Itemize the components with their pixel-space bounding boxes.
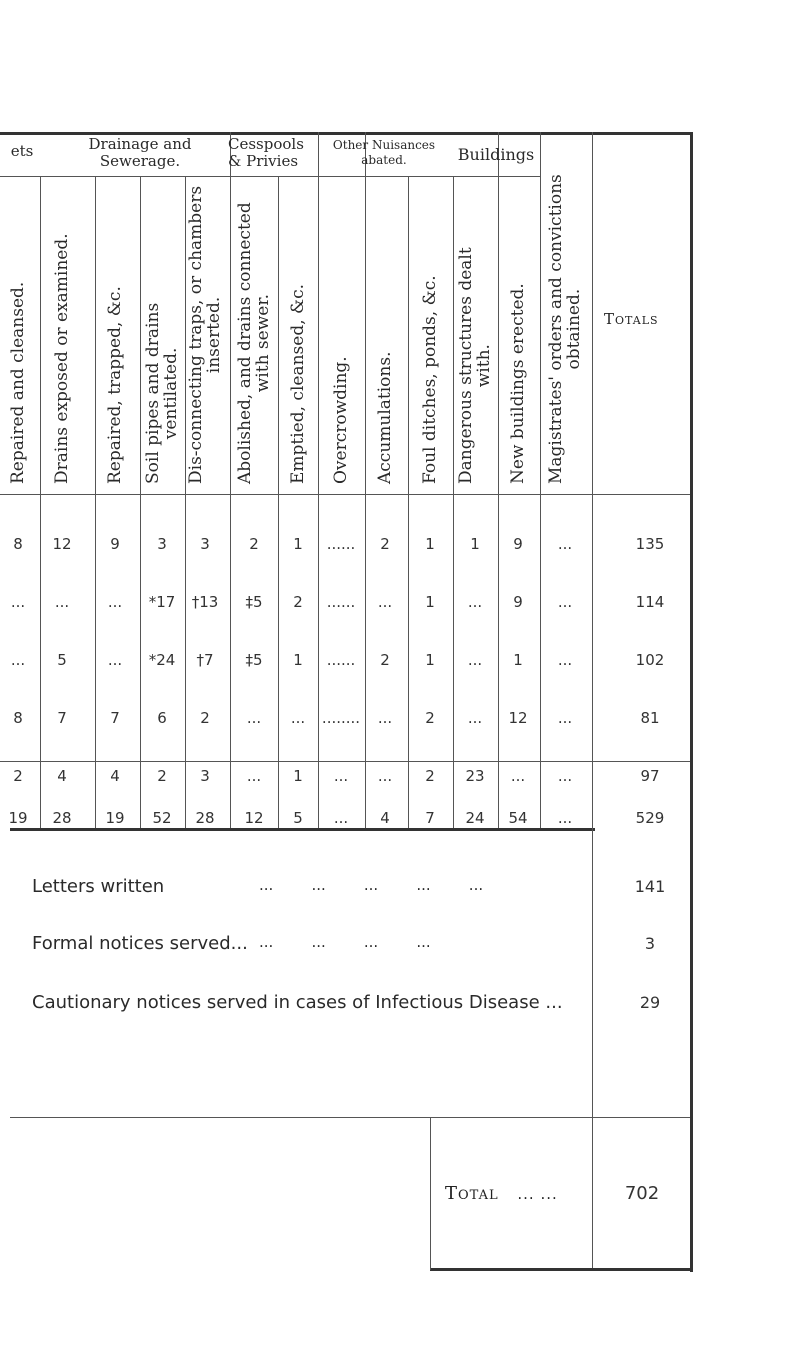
table-row-3-cell: ...	[10, 651, 26, 669]
column-header-line: obtained.	[564, 288, 584, 370]
table-row-4-cell: ...	[557, 709, 573, 727]
column-separator	[278, 176, 279, 828]
column-header-line: Magistrates' orders and convictions	[546, 174, 566, 484]
column-separator	[140, 176, 141, 828]
table-row-3-cell: ‡5	[245, 651, 263, 669]
column-separator	[95, 176, 96, 828]
table-row-4-cell: 7	[57, 709, 67, 727]
header-bottom-rule	[0, 494, 690, 495]
total-row-cell: ...	[557, 809, 573, 827]
group-cesspools-label	[228, 136, 318, 170]
table-row-3-cell: *24	[148, 651, 176, 669]
table-row-4-cell: 7	[110, 709, 120, 727]
table-row-1-cell: 2	[380, 535, 390, 553]
table-row-3-cell: 102	[635, 651, 665, 669]
total-row-cell: 52	[152, 809, 172, 827]
table-row-1-cell: 12	[52, 535, 72, 553]
table-row-5-cell: 4	[57, 767, 67, 785]
table-row-3-cell: ...	[107, 651, 123, 669]
column-header-line: ventilated.	[161, 347, 181, 440]
table-row-4-cell: 2	[200, 709, 210, 727]
group-cesspools-line2: & Privies	[228, 152, 299, 170]
table-row-4-cell: 2	[425, 709, 435, 727]
summary-leader-dots: ... ... ... ... ...	[259, 876, 484, 894]
column-separator	[540, 132, 541, 828]
table-row-5-cell: 4	[110, 767, 120, 785]
column-header-line: Abolished, and drains connected	[235, 202, 255, 484]
table-row-3-cell: ......	[326, 651, 356, 669]
total-row-cell: 4	[380, 809, 390, 827]
column-separator	[40, 176, 41, 828]
table-row-5-cell: 3	[200, 767, 210, 785]
column-header-11	[457, 247, 493, 484]
table-row-3-cell: 1	[293, 651, 303, 669]
column-header-13	[547, 174, 583, 484]
table-row-5-cell: 2	[425, 767, 435, 785]
group-nuisances-label	[318, 138, 450, 168]
total-row-cell: 19	[8, 809, 28, 827]
column-header-4	[144, 303, 180, 484]
table-row-2-cell: ...	[467, 593, 483, 611]
total-row-cell: 24	[465, 809, 485, 827]
table-row-2-cell: 9	[513, 593, 523, 611]
column-separator	[230, 132, 231, 828]
table-row-1-cell: 3	[157, 535, 167, 553]
table-row-1-cell: 1	[425, 535, 435, 553]
table-row-4-cell: 12	[508, 709, 528, 727]
table-bottom-rule	[10, 828, 595, 831]
summary-text: Formal notices served...	[32, 933, 248, 954]
column-header-2	[53, 233, 71, 484]
column-header-line: New buildings erected.	[508, 283, 528, 484]
column-header-10	[421, 275, 439, 484]
column-header-7	[289, 284, 307, 484]
summary-label-2	[32, 933, 431, 954]
table-row-2-cell: †13	[191, 593, 219, 611]
table-row-1-cell: 135	[635, 535, 665, 553]
table-row-5-cell: ...	[333, 767, 349, 785]
grand-total-text: Total	[445, 1183, 499, 1204]
summary-value-1: 141	[634, 877, 666, 896]
table-row-5-cell: 2	[13, 767, 23, 785]
table-row-2-cell: *17	[148, 593, 176, 611]
group-nuisances-line2: abated.	[361, 153, 407, 167]
table-row-3-cell: 5	[57, 651, 67, 669]
table-row-4-cell: 8	[13, 709, 23, 727]
table-row-2-cell: ‡5	[245, 593, 263, 611]
table-row-3-cell: ...	[467, 651, 483, 669]
total-row-cell: 19	[105, 809, 125, 827]
summary-bottom-rule	[10, 1117, 690, 1118]
column-header-12	[509, 283, 527, 484]
table-row-2-cell: ...	[557, 593, 573, 611]
table-row-4-cell: ...	[246, 709, 262, 727]
column-header-line: Drains exposed or examined.	[52, 233, 72, 484]
table-row-2-cell: 114	[635, 593, 665, 611]
table-row-1-cell: 1	[470, 535, 480, 553]
column-header-line: Repaired, trapped, &c.	[105, 286, 125, 484]
summary-leader-dots: ... ... ... ...	[259, 933, 431, 951]
summary-text: Letters written	[32, 876, 165, 897]
table-row-2-cell: ...	[54, 593, 70, 611]
table-row-1-cell: 8	[13, 535, 23, 553]
column-header-9	[376, 352, 394, 485]
table-row-3-cell: 2	[380, 651, 390, 669]
table-row-1-cell: ...	[557, 535, 573, 553]
table-row-5-cell: ...	[510, 767, 526, 785]
total-row-cell: 7	[425, 809, 435, 827]
header-group-rule	[0, 176, 540, 177]
column-header-line: with.	[474, 344, 494, 388]
column-separator	[592, 132, 593, 828]
table-row-4-cell: 6	[157, 709, 167, 727]
table-row-5-cell: ...	[377, 767, 393, 785]
total-row-cell: 54	[508, 809, 528, 827]
summary-value-3: 29	[639, 993, 661, 1012]
total-row-cell: ...	[333, 809, 349, 827]
table-row-3-cell: †7	[196, 651, 214, 669]
group-drainage-line2: Sewerage.	[99, 152, 181, 170]
table-row-1-cell: 9	[110, 535, 120, 553]
table-row-1-cell: 3	[200, 535, 210, 553]
table-row-2-cell: ...	[107, 593, 123, 611]
total-row-cell: 28	[195, 809, 215, 827]
column-header-line: Dangerous structures dealt	[456, 247, 476, 484]
table-row-4-cell: ...	[377, 709, 393, 727]
column-header-8	[332, 356, 350, 484]
total-row-cell: 529	[635, 809, 665, 827]
table-row-2-cell: ...	[377, 593, 393, 611]
table-row-1-cell: 2	[249, 535, 259, 553]
column-header-line: Overcrowding.	[331, 356, 351, 484]
column-separator	[408, 176, 409, 828]
table-row-3-cell: 1	[425, 651, 435, 669]
column-header-3	[106, 286, 124, 484]
column-separator	[453, 176, 454, 828]
group-drainage-label	[55, 136, 225, 170]
table-row-3-cell: 1	[513, 651, 523, 669]
group-nuisances-line1: Other Nuisances	[332, 138, 436, 152]
column-header-5	[187, 186, 223, 484]
grand-total-label	[445, 1183, 558, 1204]
total-box-left	[430, 1118, 431, 1270]
column-header-line: Foul ditches, ponds, &c.	[420, 275, 440, 484]
table-row-4-cell: ...	[290, 709, 306, 727]
table-row-5-cell: ...	[557, 767, 573, 785]
column-header-line: Emptied, cleansed, &c.	[288, 283, 308, 484]
column-header-line: Accumulations.	[375, 351, 395, 484]
table-row-5-cell: 1	[293, 767, 303, 785]
column-header-line: Repaired and cleansed.	[8, 281, 28, 484]
summary-value-2: 3	[644, 934, 656, 953]
totals-upper-rule	[0, 761, 690, 762]
grand-total-value: 702	[624, 1183, 660, 1204]
summary-text: Cautionary notices served in cases of Infectious Disease ...	[32, 992, 563, 1013]
column-header-line: with sewer.	[253, 294, 273, 393]
table-row-5-cell: 2	[157, 767, 167, 785]
column-header-1	[9, 282, 27, 484]
header-left-stub: ets	[10, 142, 34, 160]
table-row-1-cell: 1	[293, 535, 303, 553]
table-row-3-cell: ...	[557, 651, 573, 669]
table-row-5-cell: 23	[465, 767, 485, 785]
group-buildings-label: Buildings	[457, 145, 535, 164]
summary-label-1	[32, 876, 484, 897]
total-row-cell: 5	[293, 809, 303, 827]
column-header-line: inserted.	[204, 296, 224, 374]
grand-total-dots: ... ...	[517, 1185, 558, 1203]
table-row-2-cell: 1	[425, 593, 435, 611]
table-row-2-cell: ......	[326, 593, 356, 611]
table-row-5-cell: ...	[246, 767, 262, 785]
table-row-4-cell: ........	[321, 709, 361, 727]
table-row-4-cell: 81	[640, 709, 660, 727]
column-header-line: Soil pipes and drains	[143, 302, 163, 484]
table-row-5-cell: 97	[640, 767, 660, 785]
column-header-6	[236, 202, 272, 484]
right-rule	[690, 132, 693, 1272]
table-row-4-cell: ...	[467, 709, 483, 727]
total-row-cell: 12	[244, 809, 264, 827]
totals-header: Totals	[604, 310, 659, 328]
table-row-1-cell: 9	[513, 535, 523, 553]
table-row-1-cell: ......	[326, 535, 356, 553]
summary-label-3	[32, 992, 563, 1013]
group-cesspools-line1: Cesspools	[228, 135, 304, 153]
column-header-line: Dis-connecting traps, or chambers	[186, 185, 206, 484]
table-row-2-cell: 2	[293, 593, 303, 611]
total-row-cell: 28	[52, 809, 72, 827]
table-row-2-cell: ...	[10, 593, 26, 611]
page-bottom-rule	[430, 1268, 693, 1271]
group-drainage-line1: Drainage and	[88, 135, 192, 153]
